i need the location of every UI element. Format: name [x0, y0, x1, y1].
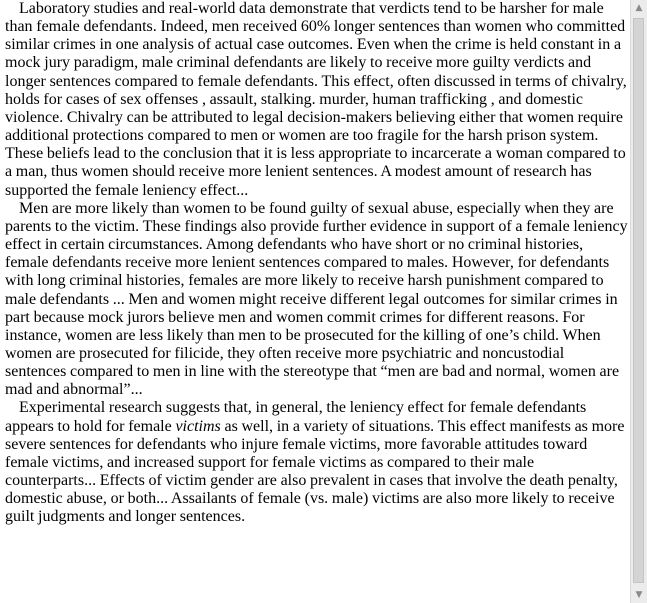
paragraph-3-text-start: Experimental research suggests that, in general, the leniency effect for female defendants appears to hold for female: [5, 399, 587, 435]
paragraph-2: [5, 200, 628, 400]
paragraph-1-text: Laboratory studies and real-world data demonstrate that verdicts tend to be harsher for male than female defendants. Indeed, men received 60% longer sentences than women who committed similar crimes in one analysis of actual case outcomes. Even when the crime is held constant in a mock jury paradigm, male criminal defendants are likely to receive more guilty verdicts and longer sentences compared to female defendants. This effect, often discussed in terms of chivalry, holds for cases of sex offenses , assault, stalking. murder, human trafficking , and domestic violence. Chivalry can be attributed to legal decision-makers believing either that women require additional protections compared to men or women are too fragile for the harsh prison system. These beliefs lead to the conclusion that it is less appropriate to incarcerate a woman compared to a man, thus women should receive more lenient sentences. A modest amount of research has supported the female leniency effect...: [5, 0, 627, 199]
paragraph-3-emphasis: victims: [175, 417, 221, 435]
paragraph-3-text-end: as well, in a variety of situations. This effect manifests as more severe sentences for defendants who injure female victims, more favorable attitudes toward female victims, and increased support for female victims as compared to their male counterparts... Effects of victim gender are also prevalent in cases that involve the death penalty, domestic abuse, or both... Assailants of female (vs. male) victims are also more likely to receive guilt judgments and longer sentences.: [5, 417, 625, 526]
scroll-up-arrow-icon[interactable]: ▲: [635, 3, 643, 13]
vertical-scrollbar[interactable]: [630, 0, 647, 603]
paragraph-3: [5, 399, 628, 526]
paragraph-2-text: Men are more likely than women to be found guilty of sexual abuse, especially when they are parents to the victim. These findings also provide further evidence in support of a female leniency effect in certain circumstances. Among defendants who have short or no criminal histories, female defendants receive more lenient sentences compared to males. However, for defendants with long criminal histories, females are more likely to receive harsh punishment compared to male defendants ... Men and women might receive different legal outcomes for similar crimes in part because mock jurors believe men and women commit crimes for different reasons. For instance, women are less likely than men to be prosecuted for the killing of one’s child. When women are prosecuted for filicide, they often receive more psychiatric and noncustodial sentences compared to men in line with the stereotype that “men are bad and normal, women are mad and abnormal”...: [5, 199, 628, 399]
scroll-down-arrow-icon[interactable]: ▼: [635, 590, 643, 600]
paragraph-1: [5, 0, 628, 200]
scrollbar-thumb[interactable]: [633, 18, 644, 583]
